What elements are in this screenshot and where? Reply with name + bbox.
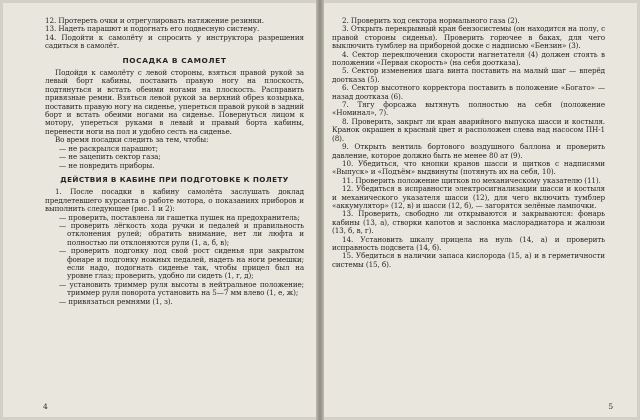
procedure-item: 9. Открыть вентиль бортового воздушного баллона и проверить давление, которое должно быть не менее 80 ат (9). [332,142,605,160]
procedure-item: 11. Проверить положение щитков по механическому указателю (11). [342,175,601,185]
caution-item: — не повредить приборы. [59,160,155,170]
intro-item: 14. Подойти к самолёту и спросить у инструктора разрешения садиться в самолёт. [45,32,304,51]
procedure-item: 10. Убедиться, что кнопки кранов шасси и щитков с надписями «Выпуск» и «Подъём» выдвинуты (потянуть их на себя, 10). [332,158,605,177]
intro-item: 12. Протереть очки и отрегулировать натяжение резинки. [45,16,264,25]
procedure-item: 3. Открыть перекрывный кран бензосистемы (он находится на полу, с правой стороны сиденья). Проверить горючее в баках, для чего выключить тумблер на приборной доске с надписью «Бензин» (3). [332,24,605,51]
cockpit-paragraph: 1. После посадки в кабину самолёта заслушать доклад предлетевшего курсанта о работе мотора, о показаниях приборов и выполнить следующее (рис. 1 и 2): [45,187,304,214]
procedure-item: 12. Убедиться в исправности электросигнализации шасси и костыля и механического указателя шасси (12), для чего включить тумблер «аккумулятор» (12, в) и шасси (12, б), — загорятся зелёные лампочки. [332,184,605,210]
check-item: — проверить, поставлена ли гашетка пушек на предохранитель; [59,212,300,222]
procedure-item: 15. Убедиться в наличии запаса кислорода (15, а) и в герметичности системы (15, б). [332,251,605,269]
section-heading-boarding: ПОСАДКА В САМОЛЕТ [122,55,227,65]
check-item: — проверить лёгкость хода ручки и педалей и правильность отклонения рулей; обратить внимание, нет ли люфта и полностью ли отклоняются рули (1, а, б, в); [59,220,304,247]
page-number-left: 4 [43,401,48,411]
check-item: — привязаться ремнями (1, з). [59,296,173,306]
procedure-item: 4. Сектор переключения скорости нагнетателя (4) должен стоять в положении «Первая скорость» (на себя доотказа). [332,49,605,68]
page-number-right: 5 [608,401,613,411]
intro-item: 13. Надеть парашют и подогнать его подвесную систему. [45,24,260,34]
check-item: — проверить подгонку под свой рост сиденья при закрытом фонаре и подгонку ножных педалей, надеть на ноги ремешки; если надо, подогнать сиденье так, чтобы прицел был на уровне глаз; проверить, удобно ли сидеть (1, г, д); [59,246,304,281]
caution-item: — не зацепить сектор газа; [59,152,161,162]
procedure-item: 13. Проверить, свободно ли открываются и закрываются: фонарь кабины (13, а), створки капотов и заслонка маслорадиатора и жалюзи (13, б, в, г). [332,209,605,236]
left-page-column [45,17,304,306]
procedure-item: 6. Сектор высотного корректора поставить в положение «Богато» — назад доотказа (6). [332,83,605,101]
procedure-item: 5. Сектор изменения шага винта поставить на малый шаг — вперёд доотказа (5). [332,66,605,84]
procedure-item: 14. Установить шкалу прицела на нуль (14, а) и проверить исправность подсвета (14, б). [332,234,605,252]
book-gutter [316,0,324,420]
section-heading-cockpit: ДЕЙСТВИЯ В КАБИНЕ ПРИ ПОДГОТОВКЕ К ПОЛЕТУ [60,174,289,184]
right-page-column [332,17,605,269]
boarding-paragraph: Подойдя к самолёту с левой стороны, взяться правой рукой за левый борт кабины, поставить правую ногу на плоскость, подтянуться и встать обеими ногами на плоскость. Расправить привязные ремни. Взяться левой рукой за верхний обрез козырька, поставить правую ногу на сиденье, упереться правой рукой в задний борт и встать обеими ногами на сиденье. Повернуться лицом к мотору, упереться руками в левый и правый борта кабины, перенести ноги на пол и удобно сесть на сиденье. [45,68,304,136]
procedure-item: 8. Проверить, закрыт ли кран аварийного выпуска шасси и костыля. Кранок окрашен в красный цвет и расположен слева над насосом ПН-1 (8). [332,116,605,143]
caution-item: — не раскрылся парашют; [59,143,158,153]
procedure-item: 2. Проверить ход сектора нормального газа (2). [342,16,520,25]
left-page [3,3,316,417]
procedure-item: 7. Тягу форсажа вытянуть полностью на себя (положение «Номинал», 7). [332,100,605,118]
check-item: — установить триммер руля высоты в нейтральное положение; триммер руля поворота установить на 5—7 мм влево (1, е, ж); [59,279,304,298]
caution-intro: Во время посадки следить за тем, чтобы: [55,135,209,145]
right-page [324,3,637,417]
